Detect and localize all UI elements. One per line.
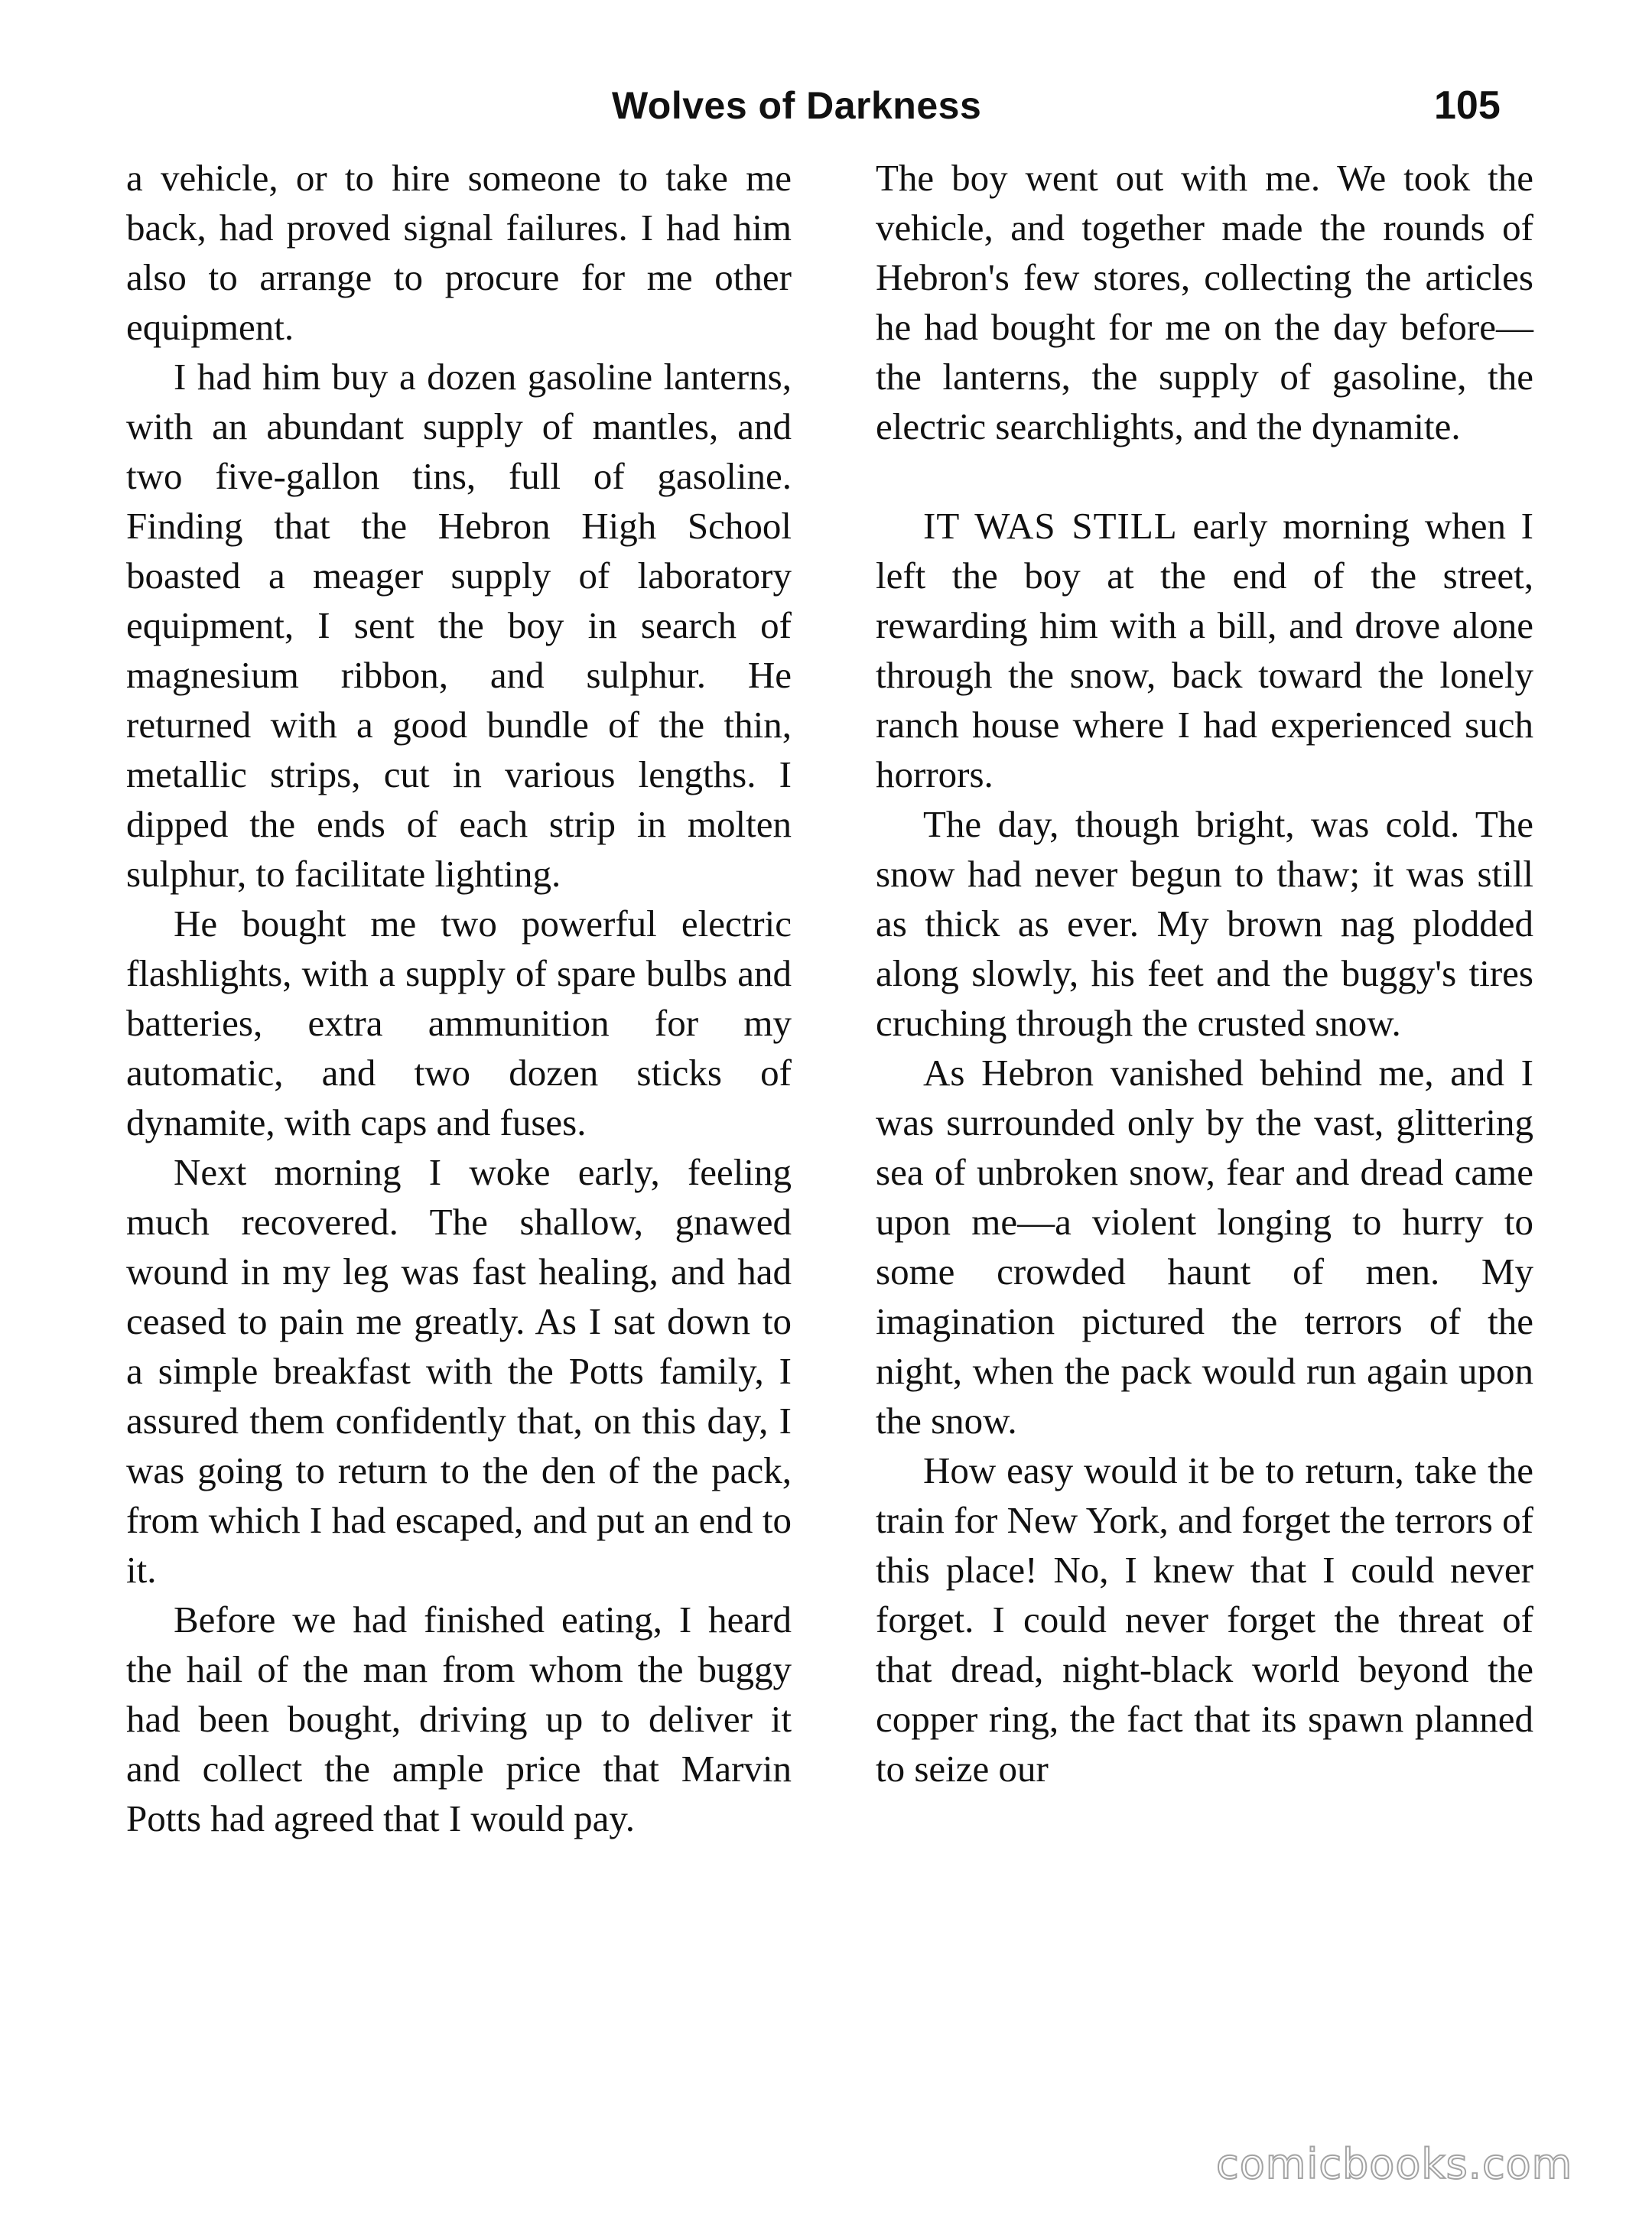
paragraph: He bought me two powerful electric flashlights, with a supply of spare bulbs and batteries, extra ammunition for my automatic, and two dozen sticks of dynamite, with caps and fuses.: [126, 902, 792, 1143]
paragraph: The day, though bright, was cold. The snow had never begun to thaw; it was still as thick as ever. My brown nag plodded along slowly, his feet and the buggy's tires cruching through the crusted snow.: [876, 803, 1533, 1044]
paragraph: I had him buy a dozen gasoline lanterns, with an abundant supply of mantles, and two five-gallon tins, full of gasoline. Finding that the Hebron High School boasted a meager supply of laboratory equipment, I sent the boy in search of magnesium ribbon, and sulphur. He returned with a good bundle of the thin, metallic strips, cut in various lengths. I dipped the ends of each strip in molten sulphur, to facilitate lighting.: [126, 356, 792, 895]
paragraph: Next morning I woke early, feeling much recovered. The shallow, gnawed wound in my leg was fast healing, and had ceased to pain me greatly. As I sat down to a simple breakfast with the Potts family, I assured them confidently that, on this day, I was going to return to the den of the pack, from which I had escaped, and put an end to it.: [126, 1151, 792, 1591]
left-column: [126, 153, 792, 1843]
running-head: [0, 75, 1652, 136]
watermark: comicbooks.com: [1216, 2140, 1573, 2188]
page-number: 105: [1434, 83, 1501, 128]
running-title: Wolves of Darkness: [612, 84, 982, 127]
section-lead-in: IT WAS STILL: [923, 505, 1178, 547]
paragraph: a vehicle, or to hire someone to take me back, had proved signal failures. I had him also to arrange to procure for me other equipment.: [126, 157, 792, 348]
paragraph: Before we had finished eating, I heard the hail of the man from whom the buggy had been bought, driving up to deliver it and collect the ample price that Marvin Potts had agreed that I would pay.: [126, 1598, 792, 1839]
section-opening-paragraph: [876, 501, 1533, 799]
paragraph: As Hebron vanished behind me, and I was surrounded only by the vast, glittering sea of unbroken snow, fear and dread came upon me—a violent longing to hurry to some crowded haunt of men. My imagination pictured the terrors of the night, when the pack would run again upon the snow.: [876, 1052, 1533, 1442]
right-column: [876, 153, 1533, 1794]
paragraph: How easy would it be to return, take the train for New York, and forget the terrors of this place! No, I knew that I could never forget. I could never forget the threat of that dread, night-black world beyond the copper ring, the fact that its spawn planned to seize our: [876, 1449, 1533, 1790]
section-lead-rest: early morning when I left the boy at the end of the street, rewarding him with a bill, and drove alone through the snow, back toward the lonely ranch house where I had experienced such horrors.: [876, 505, 1533, 795]
paragraph: The boy went out with me. We took the vehicle, and together made the rounds of Hebron's few stores, collecting the articles he had bought for me on the day before—the lanterns, the supply of gasoline, the electric searchlights, and the dynamite.: [876, 157, 1533, 447]
